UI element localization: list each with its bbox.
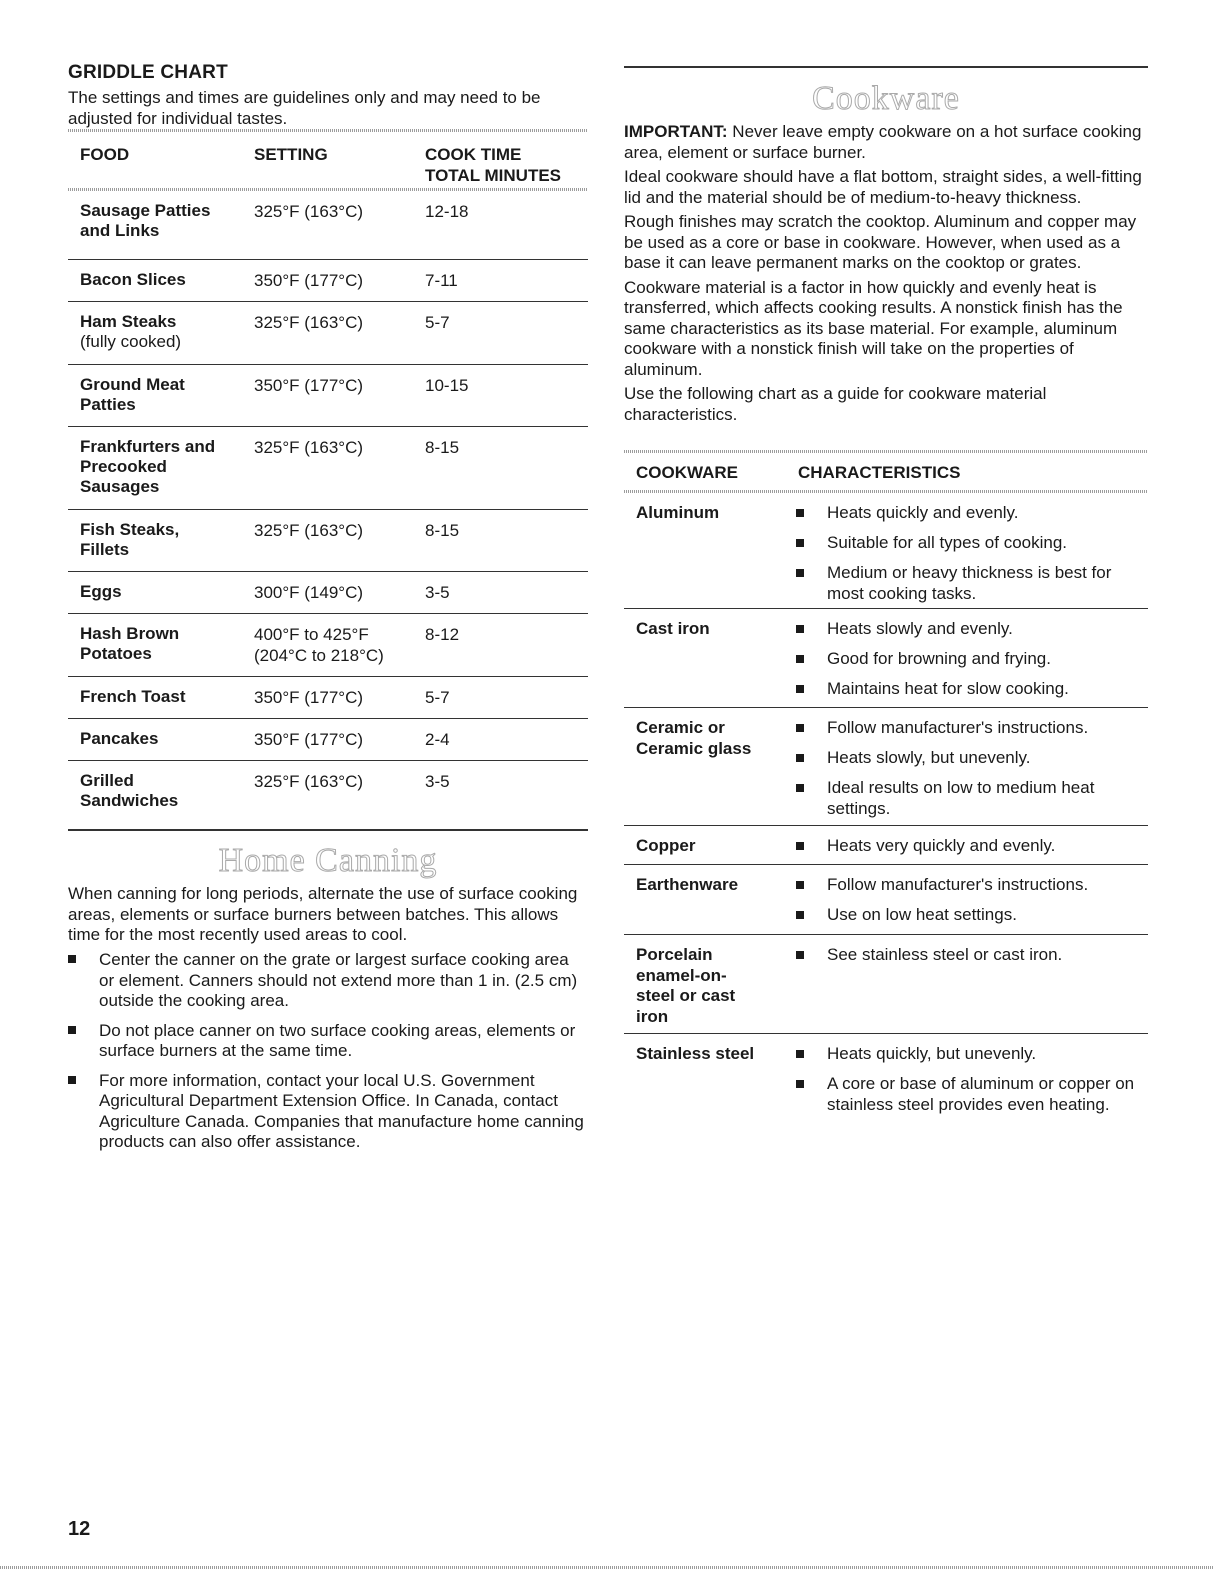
table-row xyxy=(68,572,588,614)
cookware-material: Ceramic or Ceramic glass xyxy=(636,718,752,758)
bullet-icon xyxy=(796,911,804,919)
list-item-text: Follow manufacturer's instructions. xyxy=(827,875,1089,894)
cookware-material: Copper xyxy=(636,836,696,855)
paragraph: Use the following chart as a guide for cookware material characteristics. xyxy=(624,384,1047,424)
food-name: Grilled Sandwiches xyxy=(80,771,179,810)
cookware-material: Stainless steel xyxy=(636,1044,755,1063)
table-row xyxy=(68,510,588,572)
food-name: Ground Meat Patties xyxy=(80,375,185,414)
home-canning-title: Home Canning xyxy=(218,842,438,879)
bullet-icon xyxy=(796,1080,804,1088)
food-name: Ham Steaks xyxy=(80,312,177,331)
cookware-material: Aluminum xyxy=(636,503,720,522)
paragraph: Ideal cookware should have a flat bottom, straight sides, a well-fitting lid and the material should be of medium-to-heavy thickness. xyxy=(624,167,1142,207)
page-number: 12 xyxy=(68,1518,91,1540)
table-row xyxy=(68,677,588,719)
food-cook-time: 7-11 xyxy=(425,271,458,290)
bullet-icon xyxy=(68,1026,76,1034)
table-row xyxy=(68,761,588,823)
bullet-icon xyxy=(796,569,804,577)
food-setting: 325°F (163°C) xyxy=(254,772,364,791)
food-cook-time: 8-12 xyxy=(425,625,460,644)
bullet-icon xyxy=(796,509,804,517)
bullet-icon xyxy=(68,1076,76,1084)
list-item-text: Medium or heavy thickness is best for most cooking tasks. xyxy=(827,563,1112,603)
food-setting: 325°F (163°C) xyxy=(254,521,364,540)
food-cook-time: 3-5 xyxy=(425,772,450,791)
important-note xyxy=(624,122,1148,163)
list-item-text: Follow manufacturer's instructions. xyxy=(827,718,1089,737)
header-cook-time: COOK TIME xyxy=(425,145,522,164)
food-cook-time: 12-18 xyxy=(425,202,469,221)
list-item xyxy=(796,1044,1141,1065)
griddle-chart-title: GRIDDLE CHART xyxy=(68,62,228,83)
characteristics-list xyxy=(796,503,1141,614)
bullet-icon xyxy=(796,1050,804,1058)
bullet-icon xyxy=(796,754,804,762)
table-row xyxy=(68,427,588,510)
list-item-text: Heats quickly, but unevenly. xyxy=(827,1044,1037,1063)
cookware-table-header xyxy=(624,453,1148,490)
table-row xyxy=(624,609,1148,708)
header-food: FOOD xyxy=(80,145,130,164)
list-item xyxy=(796,748,1141,769)
list-item xyxy=(796,619,1141,640)
food-cook-time: 3-5 xyxy=(425,583,450,602)
list-item-text: Heats slowly and evenly. xyxy=(827,619,1013,638)
list-item-text: Heats slowly, but unevenly. xyxy=(827,748,1031,767)
list-item xyxy=(796,836,1141,857)
cookware-material: Porcelain enamel-on-steel or cast iron xyxy=(636,945,736,1026)
food-name: Fish Steaks, Fillets xyxy=(80,520,180,559)
cookware-table xyxy=(624,450,1148,1144)
list-item xyxy=(796,945,1141,966)
food-cook-time: 5-7 xyxy=(425,313,450,332)
list-item-text: For more information, contact your local U.S. Government Agricultural Department Extension Office. In Canada, contact Agriculture Canada. Companies that manufacture home canning products can also offer assistance. xyxy=(99,1070,584,1151)
header-cookware: COOKWARE xyxy=(636,463,738,482)
food-setting: 325°F (163°C) xyxy=(254,202,364,221)
bullet-icon xyxy=(796,881,804,889)
food-setting: 325°F (163°C) xyxy=(254,438,364,457)
food-name: French Toast xyxy=(80,687,186,706)
griddle-table-header xyxy=(68,132,588,188)
list-item-text: Ideal results on low to medium heat settings. xyxy=(827,778,1095,818)
table-row xyxy=(68,191,588,260)
table-row xyxy=(68,614,588,677)
bullet-icon xyxy=(796,724,804,732)
list-item xyxy=(68,950,588,1012)
list-item xyxy=(796,533,1141,554)
bullet-icon xyxy=(796,655,804,663)
list-item xyxy=(68,1071,588,1153)
food-name: Bacon Slices xyxy=(80,270,186,289)
food-cook-time: 5-7 xyxy=(425,688,450,707)
bullet-icon xyxy=(796,842,804,850)
food-setting: 300°F (149°C) xyxy=(254,583,364,602)
table-row xyxy=(624,1034,1148,1144)
list-item xyxy=(796,875,1141,896)
list-item xyxy=(796,503,1141,524)
bullet-icon xyxy=(68,955,76,963)
important-label: IMPORTANT: xyxy=(624,122,728,141)
food-cook-time: 10-15 xyxy=(425,376,469,395)
food-cook-time: 8-15 xyxy=(425,438,460,457)
bottom-dotted-rule xyxy=(0,1566,1213,1569)
food-note: (fully cooked) xyxy=(80,332,182,351)
cookware-material: Cast iron xyxy=(636,619,710,638)
table-row xyxy=(68,365,588,427)
home-canning-list xyxy=(68,950,588,1162)
bullet-icon xyxy=(796,951,804,959)
list-item-text: Heats very quickly and evenly. xyxy=(827,836,1056,855)
list-item-text: Use on low heat settings. xyxy=(827,905,1017,924)
food-setting: 400°F to 425°F (204°C to 218°C) xyxy=(254,625,384,665)
characteristics-list xyxy=(796,875,1141,935)
bullet-icon xyxy=(796,625,804,633)
list-item-text: Maintains heat for slow cooking. xyxy=(827,679,1069,698)
table-row xyxy=(624,935,1148,1034)
characteristics-list xyxy=(796,945,1141,975)
header-characteristics: CHARACTERISTICS xyxy=(798,463,961,482)
home-canning-intro: When canning for long periods, alternate the use of surface cooking areas, elements or surface burners between batches. This allows time for the most recently used areas to cool. xyxy=(68,884,578,944)
food-name: Sausage Patties and Links xyxy=(80,201,211,240)
characteristics-list xyxy=(796,1044,1141,1125)
list-item xyxy=(68,1021,588,1062)
table-row xyxy=(68,260,588,302)
table-row xyxy=(68,719,588,761)
list-item xyxy=(796,649,1141,670)
table-row xyxy=(624,493,1148,609)
section-rule xyxy=(68,829,588,831)
table-row xyxy=(624,826,1148,865)
cookware-intro xyxy=(624,122,1148,429)
food-cook-time: 2-4 xyxy=(425,730,450,749)
list-item xyxy=(796,1074,1141,1115)
griddle-intro: The settings and times are guidelines only and may need to be adjusted for individual tastes. xyxy=(68,88,541,128)
header-setting: SETTING xyxy=(254,145,328,164)
list-item xyxy=(796,679,1141,700)
bullet-icon xyxy=(796,784,804,792)
food-cook-time: 8-15 xyxy=(425,521,460,540)
food-setting: 350°F (177°C) xyxy=(254,271,364,290)
list-item xyxy=(796,718,1141,739)
list-item xyxy=(796,778,1141,819)
bullet-icon xyxy=(796,539,804,547)
food-setting: 350°F (177°C) xyxy=(254,376,364,395)
list-item-text: Good for browning and frying. xyxy=(827,649,1051,668)
table-row xyxy=(624,865,1148,935)
food-cell xyxy=(80,312,245,352)
characteristics-list xyxy=(796,836,1141,866)
bullet-icon xyxy=(796,685,804,693)
characteristics-list xyxy=(796,619,1141,709)
characteristics-list xyxy=(796,718,1141,829)
griddle-table xyxy=(68,129,588,823)
paragraph: Rough finishes may scratch the cooktop. Aluminum and copper may be used as a core or base in cookware. However, when used as a base it can leave permanent marks on the cooktop or grates. xyxy=(624,212,1137,272)
food-name: Hash Brown Potatoes xyxy=(80,624,180,663)
list-item-text: A core or base of aluminum or copper on stainless steel provides even heating. xyxy=(827,1074,1135,1114)
paragraph: Cookware material is a factor in how quickly and evenly heat is transferred, which affects cooking results. A nonstick finish has the same characteristics as its base material. For example, aluminum cookware with a nonstick finish will take on the properties of aluminum. xyxy=(624,277,1123,379)
list-item-text: Suitable for all types of cooking. xyxy=(827,533,1068,552)
table-row xyxy=(624,708,1148,826)
list-item-text: Heats quickly and evenly. xyxy=(827,503,1019,522)
list-item xyxy=(796,563,1141,604)
food-name: Pancakes xyxy=(80,729,159,748)
list-item-text: Center the canner on the grate or largest surface cooking area or element. Canners should not extend more than 1 in. (2.5 cm) outside the cooking area. xyxy=(99,950,578,1010)
table-row xyxy=(68,302,588,365)
list-item-text: Do not place canner on two surface cooking areas, elements or surface burners at the same time. xyxy=(99,1020,576,1060)
cookware-material: Earthenware xyxy=(636,875,739,894)
header-total-minutes: TOTAL MINUTES xyxy=(425,166,561,185)
food-name: Eggs xyxy=(80,582,122,601)
list-item xyxy=(796,905,1141,926)
food-setting: 325°F (163°C) xyxy=(254,313,364,332)
cookware-title: Cookware xyxy=(812,80,960,117)
food-name: Frankfurters and Precooked Sausages xyxy=(80,437,216,496)
food-setting: 350°F (177°C) xyxy=(254,688,364,707)
food-setting: 350°F (177°C) xyxy=(254,730,364,749)
important-text: Never leave empty cookware on a hot surface cooking area, element or surface burner. xyxy=(624,122,1142,162)
section-rule xyxy=(624,66,1148,68)
list-item-text: See stainless steel or cast iron. xyxy=(827,945,1063,964)
